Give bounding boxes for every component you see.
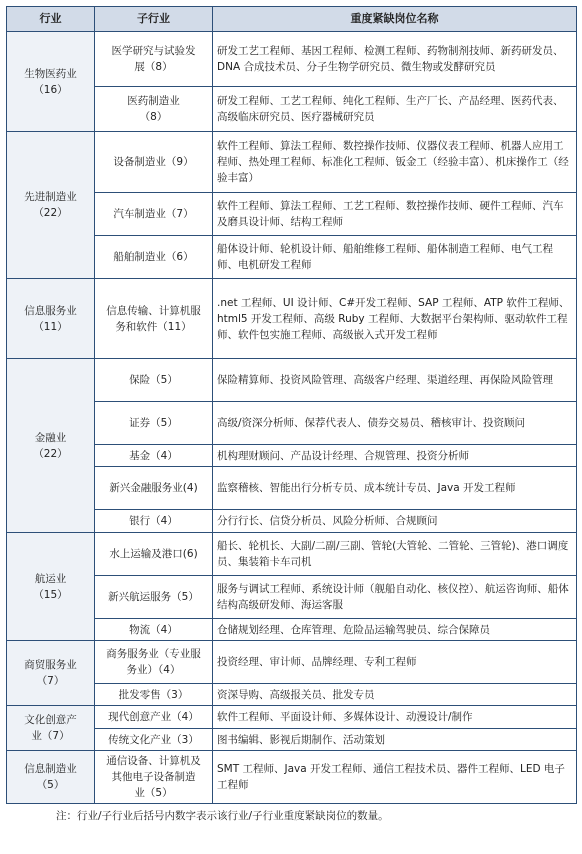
positions-cell: 软件工程师、平面设计师、多媒体设计、动漫设计/制作 [213,706,577,729]
table-row [7,641,577,684]
positions-cell: .net 工程师、UI 设计师、C#开发工程师、SAP 工程师、ATP 软件工程师、html5 开发工程师、高级 Ruby 工程师、大数据平台架构师、驱动软件工程师、软件包实施工程师、高级嵌入式开发工程师 [213,279,577,359]
table-row [7,279,577,359]
table-row [7,706,577,729]
positions-cell: 分行行长、信贷分析员、风险分析师、合规顾问 [213,510,577,533]
table-row [7,533,577,576]
table-row [7,32,577,87]
table-row [7,359,577,402]
positions-cell: SMT 工程师、Java 开发工程师、通信工程技术员、器件工程师、LED 电子工程师 [213,751,577,804]
positions-cell: 投资经理、审计师、品牌经理、专利工程师 [213,641,577,684]
industry-cell: 商贸服务业 （7） [7,641,95,706]
shortage-table-figure [6,6,576,823]
header-sub-industry: 子行业 [95,7,213,32]
positions-cell: 图书编辑、影视后期制作、活动策划 [213,729,577,751]
industry-cell: 信息服务业 （11） [7,279,95,359]
header-positions: 重度紧缺岗位名称 [213,7,577,32]
shortage-table [6,6,577,804]
positions-cell: 研发工程师、工艺工程师、纯化工程师、生产厂长、产品经理、医药代表、高级临床研究员、医疗器械研究员 [213,87,577,132]
positions-cell: 船体设计师、轮机设计师、船舶维修工程师、船体制造工程师、电气工程师、电机研发工程师 [213,236,577,279]
sub-industry-cell: 医学研究与试验发 展（8） [95,32,213,87]
table-header-row [7,7,577,32]
sub-industry-cell: 现代创意产业（4） [95,706,213,729]
table-row [7,751,577,804]
industry-cell: 金融业 （22） [7,359,95,533]
sub-industry-cell: 保险（5） [95,359,213,402]
table-row [7,132,577,193]
positions-cell: 资深导购、高级报关员、批发专员 [213,684,577,706]
sub-industry-cell: 设备制造业（9） [95,132,213,193]
sub-industry-cell: 医药制造业 （8） [95,87,213,132]
industry-cell: 生物医药业 （16） [7,32,95,132]
positions-cell: 监察稽核、智能出行分析专员、成本统计专员、Java 开发工程师 [213,467,577,510]
sub-industry-cell: 证券（5） [95,402,213,445]
sub-industry-cell: 船舶制造业（6） [95,236,213,279]
table-body [7,32,577,804]
positions-cell: 软件工程师、算法工程师、数控操作技师、仪器仪表工程师、机器人应用工程师、热处理工程师、标准化工程师、钣金工（经验丰富）、机床操作工（经验丰富） [213,132,577,193]
sub-industry-cell: 通信设备、计算机及 其他电子设备制造 业（5） [95,751,213,804]
sub-industry-cell: 商务服务业（专业服 务业）（4） [95,641,213,684]
positions-cell: 软件工程师、算法工程师、工艺工程师、数控操作技师、硬件工程师、汽车及磨具设计师、结构工程师 [213,193,577,236]
positions-cell: 仓储规划经理、仓库管理、危险品运输驾驶员、综合保障员 [213,619,577,641]
sub-industry-cell: 基金（4） [95,445,213,467]
sub-industry-cell: 信息传输、计算机服 务和软件（11） [95,279,213,359]
sub-industry-cell: 传统文化产业（3） [95,729,213,751]
positions-cell: 研发工艺工程师、基因工程师、检测工程师、药物制剂技师、新药研发员、DNA 合成技术员、分子生物学研究员、微生物或发酵研究员 [213,32,577,87]
sub-industry-cell: 银行（4） [95,510,213,533]
sub-industry-cell: 水上运输及港口(6) [95,533,213,576]
header-industry: 行业 [7,7,95,32]
industry-cell: 信息制造业 （5） [7,751,95,804]
sub-industry-cell: 新兴航运服务（5） [95,576,213,619]
positions-cell: 高级/资深分析师、保荐代表人、债券交易员、稽核审计、投资顾问 [213,402,577,445]
positions-cell: 船长、轮机长、大副/二副/三副、管轮(大管轮、二管轮、三管轮)、港口调度员、集装箱卡车司机 [213,533,577,576]
sub-industry-cell: 批发零售（3） [95,684,213,706]
industry-cell: 文化创意产 业（7） [7,706,95,751]
positions-cell: 保险精算师、投资风险管理、高级客户经理、渠道经理、再保险风险管理 [213,359,577,402]
industry-cell: 航运业 （15） [7,533,95,641]
positions-cell: 机构理财顾问、产品设计经理、合规管理、投资分析师 [213,445,577,467]
table-note: 注：行业/子行业后括号内数字表示该行业/子行业重度紧缺岗位的数量。 [56,810,389,822]
industry-cell: 先进制造业 （22） [7,132,95,279]
positions-cell: 服务与调试工程师、系统设计师（舰船自动化、核仪控）、航运咨询师、船体结构高级研发师、海运客服 [213,576,577,619]
sub-industry-cell: 新兴金融服务业(4) [95,467,213,510]
sub-industry-cell: 物流（4） [95,619,213,641]
sub-industry-cell: 汽车制造业（7） [95,193,213,236]
